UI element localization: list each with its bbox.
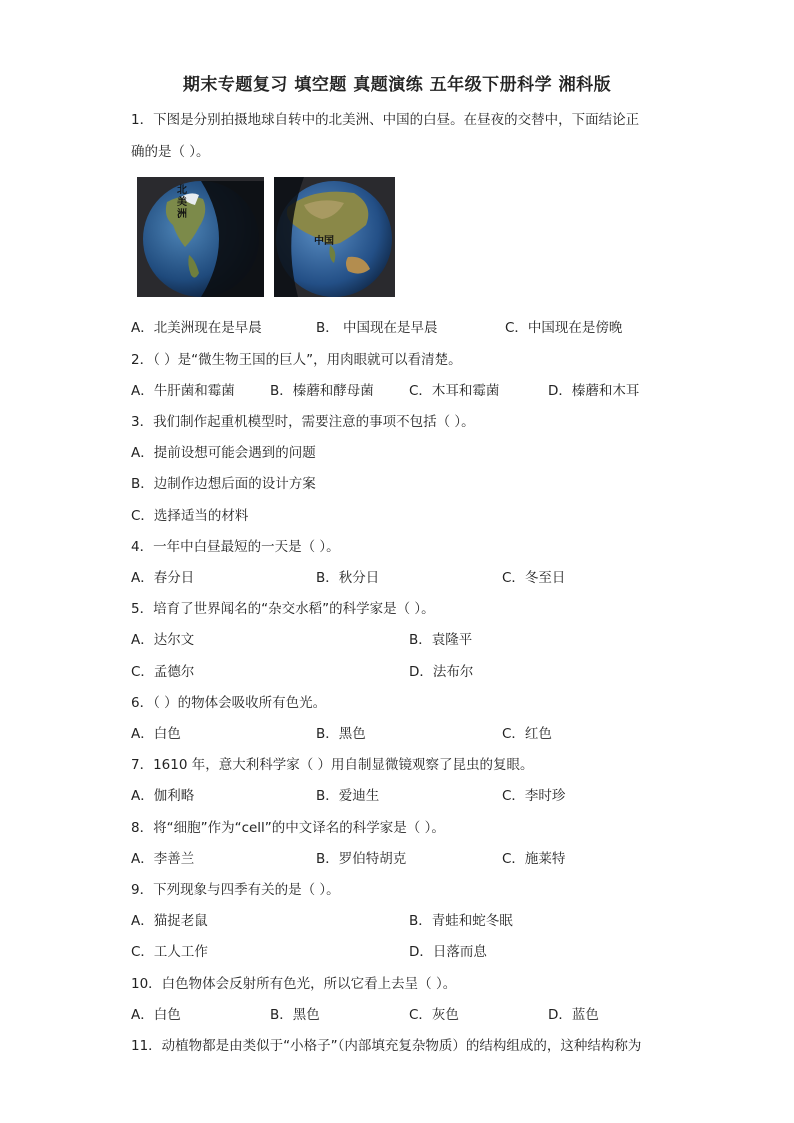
question-9-option-c[interactable]: C．工人工作 — [131, 944, 208, 960]
question-5-stem: 5．培育了世界闻名的“杂交水稻”的科学家是（ ）。 — [131, 601, 435, 617]
question-10-option-d[interactable]: D．蓝色 — [548, 1007, 599, 1023]
question-9-option-a[interactable]: A．猫捉老鼠 — [131, 913, 208, 929]
question-4-option-b[interactable]: B．秋分日 — [316, 570, 380, 586]
question-6-option-c[interactable]: C．红色 — [502, 726, 552, 742]
question-2-option-a[interactable]: A．牛肝菌和霉菌 — [131, 383, 235, 399]
question-1-option-c[interactable]: C．中国现在是傍晚 — [505, 320, 623, 336]
question-1-option-b[interactable]: B． 中国现在是早晨 — [316, 320, 438, 336]
question-9-stem: 9．下列现象与四季有关的是（ ）。 — [131, 882, 340, 898]
question-3-stem: 3．我们制作起重机模型时，需要注意的事项不包括（ ）。 — [131, 414, 475, 430]
question-9-option-d[interactable]: D．日落而息 — [409, 944, 487, 960]
question-1-stem-line-2: 确的是（ ）。 — [131, 144, 210, 160]
question-8-option-a[interactable]: A．李善兰 — [131, 851, 195, 867]
question-7-option-c[interactable]: C．李时珍 — [502, 788, 566, 804]
question-4-stem: 4．一年中白昼最短的一天是（ ）。 — [131, 539, 340, 555]
china-earth-photo — [274, 177, 395, 297]
question-10-stem: 10．白色物体会反射所有色光，所以它看上去呈（ ）。 — [131, 976, 457, 992]
question-4-option-a[interactable]: A．春分日 — [131, 570, 195, 586]
question-10-option-c[interactable]: C．灰色 — [409, 1007, 459, 1023]
question-4-option-c[interactable]: C．冬至日 — [502, 570, 566, 586]
question-7-option-a[interactable]: A．伽利略 — [131, 788, 195, 804]
question-10-option-a[interactable]: A．白色 — [131, 1007, 181, 1023]
question-3-option-c[interactable]: C．选择适当的材料 — [131, 508, 249, 524]
question-2-option-c[interactable]: C．木耳和霉菌 — [409, 383, 500, 399]
question-8-option-c[interactable]: C．施莱特 — [502, 851, 566, 867]
question-1-stem-line-1: 1．下图是分别拍摄地球自转中的北美洲、中国的白昼。在昼夜的交替中，下面结论正 — [131, 112, 640, 128]
page-title: 期末专题复习 填空题 真题演练 五年级下册科学 湘科版 — [182, 75, 612, 95]
question-7-stem: 7．1610 年，意大利科学家（ ）用自制显微镜观察了昆虫的复眼。 — [131, 757, 534, 773]
question-5-option-a[interactable]: A．达尔文 — [131, 632, 195, 648]
question-6-option-a[interactable]: A．白色 — [131, 726, 181, 742]
question-10-option-b[interactable]: B．黑色 — [270, 1007, 320, 1023]
question-8-option-b[interactable]: B．罗伯特胡克 — [316, 851, 407, 867]
question-9-option-b[interactable]: B．青蛙和蛇冬眠 — [409, 913, 513, 929]
question-8-stem: 8．将“细胞”作为“cell”的中文译名的科学家是（ ）。 — [131, 820, 445, 836]
question-2-option-b[interactable]: B．榛蘑和酵母菌 — [270, 383, 374, 399]
question-5-option-c[interactable]: C．孟德尔 — [131, 664, 195, 680]
question-1-option-a[interactable]: A．北美洲现在是早晨 — [131, 320, 262, 336]
question-5-option-d[interactable]: D．法布尔 — [409, 664, 474, 680]
question-6-option-b[interactable]: B．黑色 — [316, 726, 366, 742]
question-3-option-b[interactable]: B．边制作边想后面的设计方案 — [131, 476, 316, 492]
question-7-option-b[interactable]: B．爱迪生 — [316, 788, 380, 804]
question-2-option-d[interactable]: D．榛蘑和木耳 — [548, 383, 640, 399]
question-5-option-b[interactable]: B．袁隆平 — [409, 632, 473, 648]
china-label: 中国 — [314, 236, 334, 247]
north-america-label: 北美洲 — [177, 185, 187, 220]
question-3-option-a[interactable]: A．提前设想可能会遇到的问题 — [131, 445, 316, 461]
question-2-stem: 2．（ ）是“微生物王国的巨人”，用肉眼就可以看清楚。 — [131, 352, 462, 368]
north-america-earth-photo — [137, 177, 264, 297]
question-6-stem: 6．（ ）的物体会吸收所有色光。 — [131, 695, 327, 711]
question-11-stem: 11．动植物都是由类似于“小格子”（内部填充复杂物质）的结构组成的，这种结构称为 — [131, 1038, 642, 1054]
